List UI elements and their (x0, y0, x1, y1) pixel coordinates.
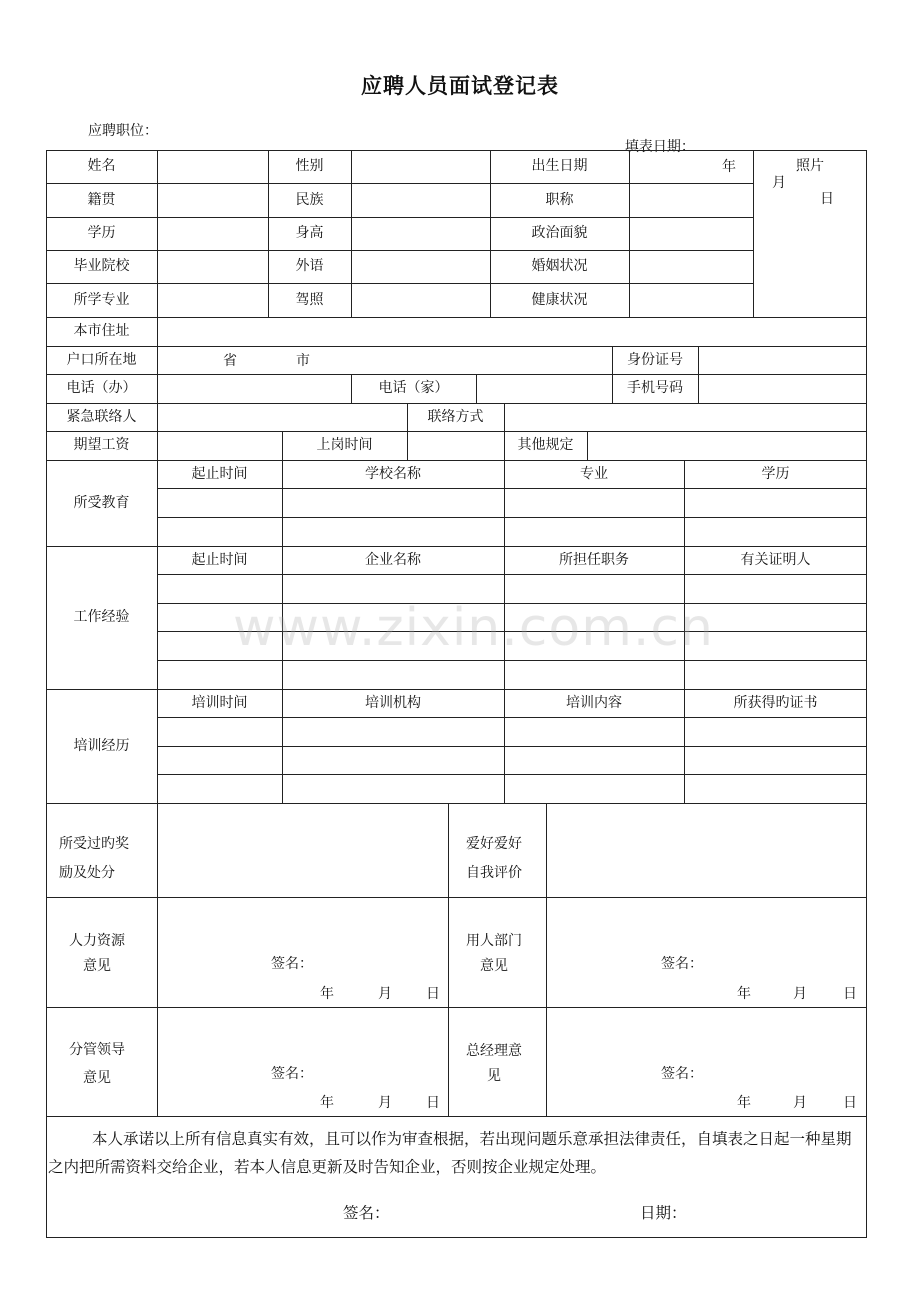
form-title: 应聘人员面试登记表 (361, 73, 559, 98)
label-name: 姓名 (87, 158, 116, 174)
fill-date-month: 月 (772, 175, 786, 191)
leader-date-year: 年 (320, 1095, 334, 1111)
label-start-date: 上岗时间 (316, 437, 373, 453)
gm-opinion-label: 总经理意 见 (466, 1043, 522, 1084)
label-professional-title: 职称 (545, 191, 574, 208)
education-header-major: 专业 (580, 465, 608, 482)
work-header-period: 起止时间 (191, 551, 248, 568)
label-home-phone: 电话（家） (378, 380, 449, 396)
leader-date-month: 月 (378, 1095, 392, 1111)
position-label: 应聘职位： (88, 123, 158, 139)
gm-date-year: 年 (737, 1095, 751, 1111)
hr-date-year: 年 (320, 986, 334, 1002)
label-native-place: 籍贯 (87, 191, 116, 208)
label-birth-date: 出生日期 (531, 158, 588, 174)
label-gender: 性别 (295, 158, 324, 174)
hr-date-day: 日 (426, 986, 440, 1002)
promise-signature: 签名： (343, 1204, 390, 1222)
label-marital-status: 婚姻状况 (531, 258, 588, 274)
label-education: 学历 (87, 225, 116, 241)
education-header-period: 起止时间 (191, 465, 248, 482)
promise-statement: 本人承诺以上所有信息真实有效，且可以作为审查根据，若出现问题乐意承担法律责任，自填表之日起一种星期之内把所需资料交给企业，若本人信息更新及时告知企业，否则按企业规定处理。 (48, 1130, 852, 1176)
label-photo: 照片 (796, 158, 824, 174)
label-graduate-school: 毕业院校 (73, 258, 130, 274)
hr-opinion-label: 人力资源 意见 (69, 933, 125, 974)
label-emergency-contact: 紧急联络人 (66, 408, 137, 425)
training-header-content: 培训内容 (566, 694, 622, 711)
dept-date-day: 日 (843, 986, 857, 1002)
label-driving-license: 驾照 (295, 291, 324, 308)
training-header-period: 培训时间 (191, 694, 248, 711)
leader-opinion-label: 分管领导 意见 (69, 1042, 125, 1086)
fill-date-year: 年 (722, 159, 736, 175)
hr-date-month: 月 (378, 986, 392, 1002)
label-id-number: 身份证号 (627, 351, 683, 368)
work-header-position: 所担任职务 (559, 551, 629, 568)
awards-label: 所受过旳奖 励及处分 (59, 836, 129, 881)
dept-opinion-label: 用人部门 意见 (466, 933, 522, 974)
label-height: 身高 (295, 225, 324, 241)
label-expected-salary: 期望工资 (73, 437, 130, 453)
work-header-reference: 有关证明人 (740, 551, 811, 568)
gm-date-day: 日 (843, 1095, 857, 1111)
hr-signature: 签名： (271, 956, 313, 972)
fill-date-day: 日 (820, 191, 834, 207)
label-hukou: 户口所在地 (66, 351, 137, 368)
education-header-school: 学校名称 (365, 465, 421, 482)
dept-date-month: 月 (793, 986, 807, 1002)
label-contact-method: 联络方式 (427, 408, 484, 425)
work-header-company: 企业名称 (365, 551, 421, 568)
label-office-phone: 电话（办） (66, 380, 137, 396)
training-section-label: 培训经历 (73, 737, 130, 754)
education-header-degree: 学历 (761, 465, 790, 482)
label-health-status: 健康状况 (531, 291, 588, 308)
label-province: 省 (223, 353, 237, 369)
gm-signature: 签名： (661, 1066, 703, 1082)
dept-signature: 签名： (661, 956, 703, 972)
training-header-institution: 培训机构 (365, 694, 421, 711)
fill-date-label: 填表日期： (624, 139, 695, 155)
education-section-label: 所受教育 (73, 494, 130, 511)
label-mobile: 手机号码 (627, 380, 683, 396)
leader-date-day: 日 (426, 1095, 440, 1111)
training-header-certificate: 所获得旳证书 (733, 694, 818, 711)
label-city: 市 (296, 353, 310, 369)
label-political-status: 政治面貌 (531, 225, 588, 241)
work-section-label: 工作经验 (73, 609, 130, 625)
hobbies-label: 爱好爱好 自我评价 (466, 836, 522, 881)
label-other-terms: 其他规定 (517, 437, 574, 453)
watermark: www.zixin.com.cn (233, 598, 714, 658)
label-local-address: 本市住址 (73, 323, 130, 339)
registration-table (46, 150, 867, 1238)
label-ethnicity: 民族 (295, 191, 324, 208)
label-foreign-language: 外语 (295, 258, 324, 274)
promise-date: 日期： (640, 1204, 687, 1222)
gm-date-month: 月 (793, 1095, 807, 1111)
leader-signature: 签名： (271, 1066, 313, 1082)
label-major: 所学专业 (73, 291, 130, 308)
dept-date-year: 年 (737, 986, 751, 1002)
